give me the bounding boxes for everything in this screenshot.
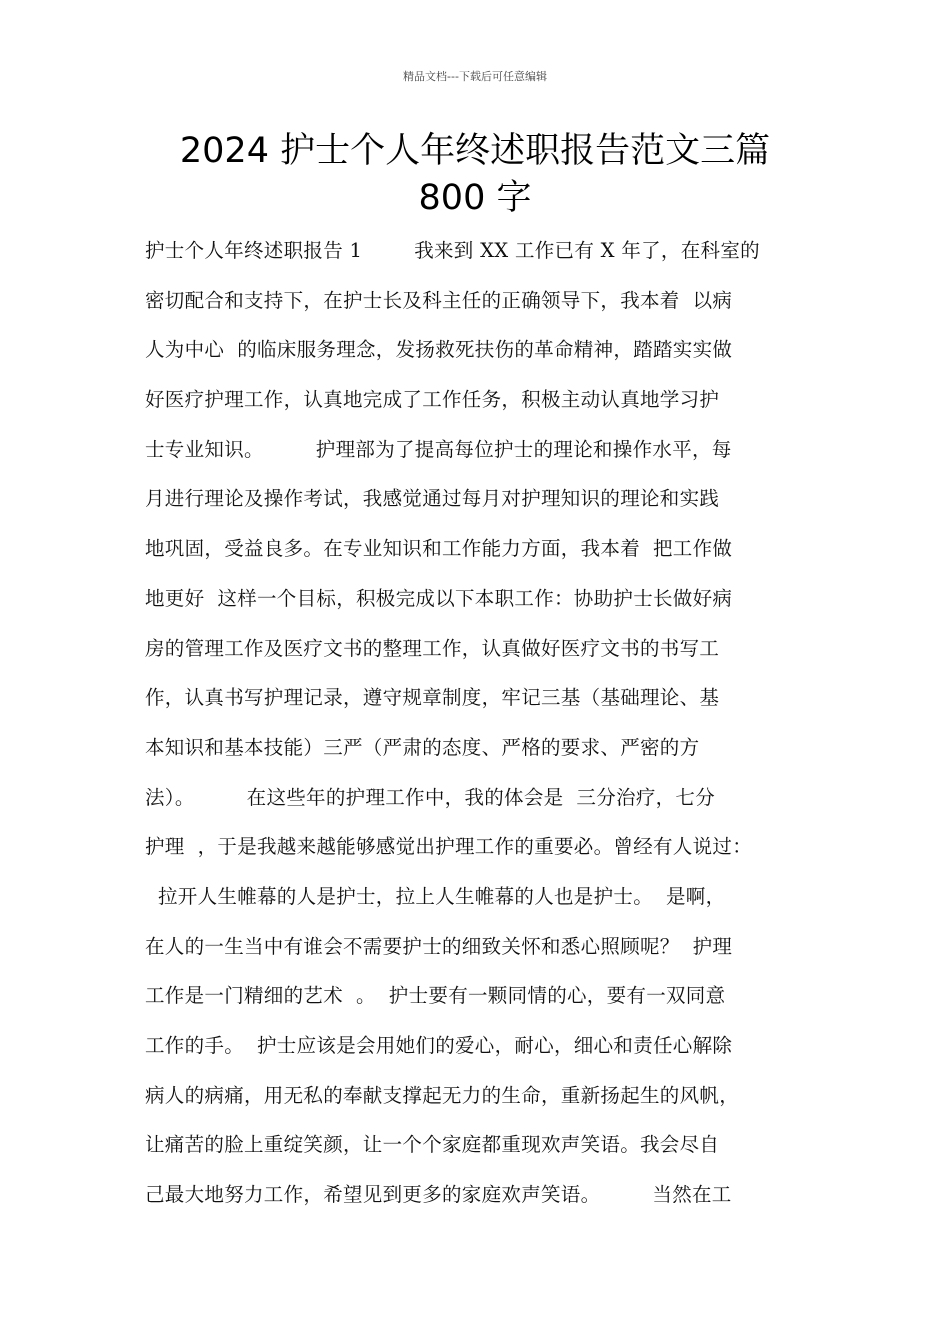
body-line: 地更好 这样一个目标，积极完成以下本职工作：协助护士长做好病: [145, 586, 733, 610]
body-line: 护理 ，于是我越来越能够感觉出护理工作的重要必。曾经有人说过：: [145, 835, 752, 859]
body-line: 月进行理论及操作考试，我感觉通过每月对护理知识的理论和实践: [145, 487, 720, 511]
body-line: 工作的手。 护士应该是会用她们的爱心，耐心，细心和责任心解除: [145, 1034, 733, 1057]
body-line: 护士个人年终述职报告 1 我来到 XX 工作已有 X 年了，在科室的: [145, 239, 760, 262]
document-title: [100, 128, 850, 222]
body-line: 士专业知识。 护理部为了提高每位护士的理论和操作水平，每: [145, 437, 732, 461]
body-line: 好医疗护理工作，认真地完成了工作任务，积极主动认真地学习护: [145, 388, 720, 412]
body-line: 拉开人生帷幕的人是护士，拉上人生帷幕的人也是护士。 是啊，: [145, 884, 726, 908]
body-line: 人为中心 的临床服务理念，发扬救死扶伤的革命精神，踏踏实实做: [145, 338, 733, 362]
body-line: 地巩固，受益良多。在专业知识和工作能力方面，我本着 把工作做: [145, 537, 733, 561]
body-line: 法）。 在这些年的护理工作中，我的体会是 三分治疗，七分: [145, 785, 716, 809]
body-line: 病人的病痛，用无私的奉献支撑起无力的生命，重新扬起生的风帆，: [145, 1083, 740, 1107]
body-line: 己最大地努力工作，希望见到更多的家庭欢声笑语。 当然在工: [145, 1183, 732, 1207]
body-line: 在人的一生当中有谁会不需要护士的细致关怀和悉心照顾呢？ 护理: [145, 934, 733, 958]
body-line: 让痛苦的脸上重绽笑颜，让一个个家庭都重现欢声笑语。我会尽自: [145, 1133, 720, 1157]
body-line: 作，认真书写护理记录，遵守规章制度，牢记三基（基础理论、基: [145, 686, 720, 710]
page-header: 精品文档---下载后可任意编辑: [403, 70, 547, 83]
title-line-1: 2024 护士个人年终述职报告范文三篇: [179, 131, 771, 171]
document-body: [145, 226, 815, 1220]
title-line-2: 800 字: [418, 178, 532, 218]
body-line: 房的管理工作及医疗文书的整理工作，认真做好医疗文书的书写工: [145, 636, 720, 660]
body-line: 密切配合和支持下，在护士长及科主任的正确领导下，我本着 以病: [145, 288, 733, 312]
body-line: 本知识和基本技能）三严（严肃的态度、严格的要求、严密的方: [145, 735, 700, 759]
body-line: 工作是一门精细的艺术 。 护士要有一颗同情的心，要有一双同意: [145, 984, 726, 1008]
